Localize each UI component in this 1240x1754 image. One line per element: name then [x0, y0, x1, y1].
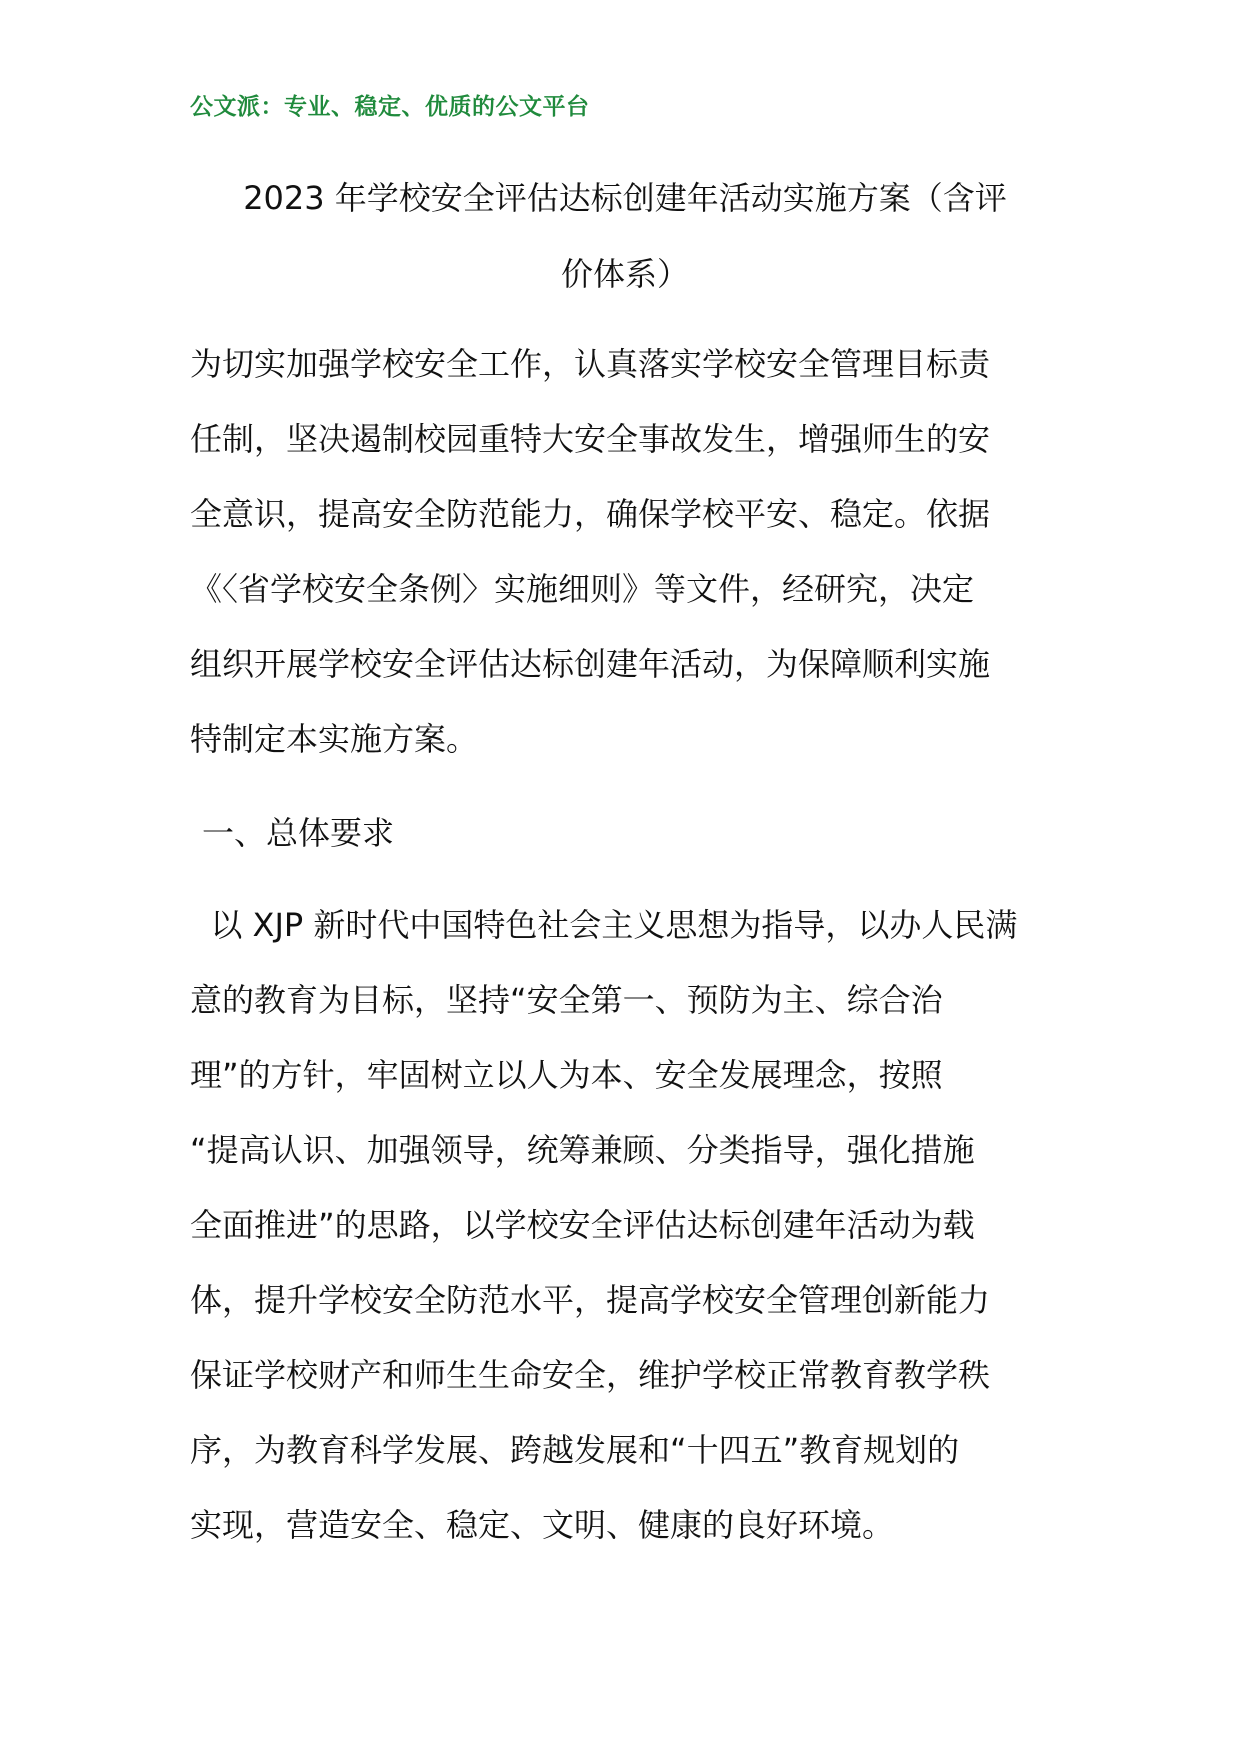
paragraph-line: 组织开展学校安全评估达标创建年活动，为保障顺利实施: [190, 645, 991, 683]
paragraph-line: 全面推进”的思路，以学校安全评估达标创建年活动为载: [190, 1206, 975, 1244]
title-line: 价体系）: [560, 255, 689, 293]
paragraph-line: 实现，营造安全、稳定、文明、健康的良好环境。: [190, 1506, 895, 1544]
paragraph-line: 意的教育为目标，坚持“安全第一、预防为主、综合治: [190, 981, 943, 1019]
paragraph-line: “提高认识、加强领导，统筹兼顾、分类指导，强化措施: [190, 1131, 975, 1169]
paragraph-line: 理”的方针，牢固树立以人为本、安全发展理念，按照: [190, 1056, 943, 1094]
paragraph-line: 全意识，提高安全防范能力，确保学校平安、稳定。依据: [190, 495, 991, 533]
paragraph-line: 体，提升学校安全防范水平，提高学校安全管理创新能力: [190, 1281, 991, 1319]
section-paragraph: [190, 888, 1060, 1563]
intro-paragraph: [190, 327, 1060, 777]
paragraph-line: 任制，坚决遏制校园重特大安全事故发生，增强师生的安: [190, 420, 991, 458]
paragraph-line: 以 XJP 新时代中国特色社会主义思想为指导，以办人民满: [190, 906, 1018, 944]
paragraph-line: 序，为教育科学发展、跨越发展和“十四五”教育规划的: [190, 1431, 960, 1469]
paragraph-line: 保证学校财产和师生生命安全，维护学校正常教育教学秩: [190, 1356, 991, 1394]
header-brand: 公文派：专业、稳定、优质的公文平台: [190, 94, 590, 120]
section-heading: 一、总体要求: [202, 814, 395, 852]
document-title: [190, 160, 1060, 312]
title-line: 2023 年学校安全评估达标创建年活动实施方案（含评: [243, 179, 1007, 217]
paragraph-line: 特制定本实施方案。: [190, 720, 479, 758]
paragraph-line: 为切实加强学校安全工作，认真落实学校安全管理目标责: [190, 345, 991, 383]
paragraph-line: 《〈省学校安全条例〉实施细则》等文件，经研究，决定: [190, 570, 975, 608]
